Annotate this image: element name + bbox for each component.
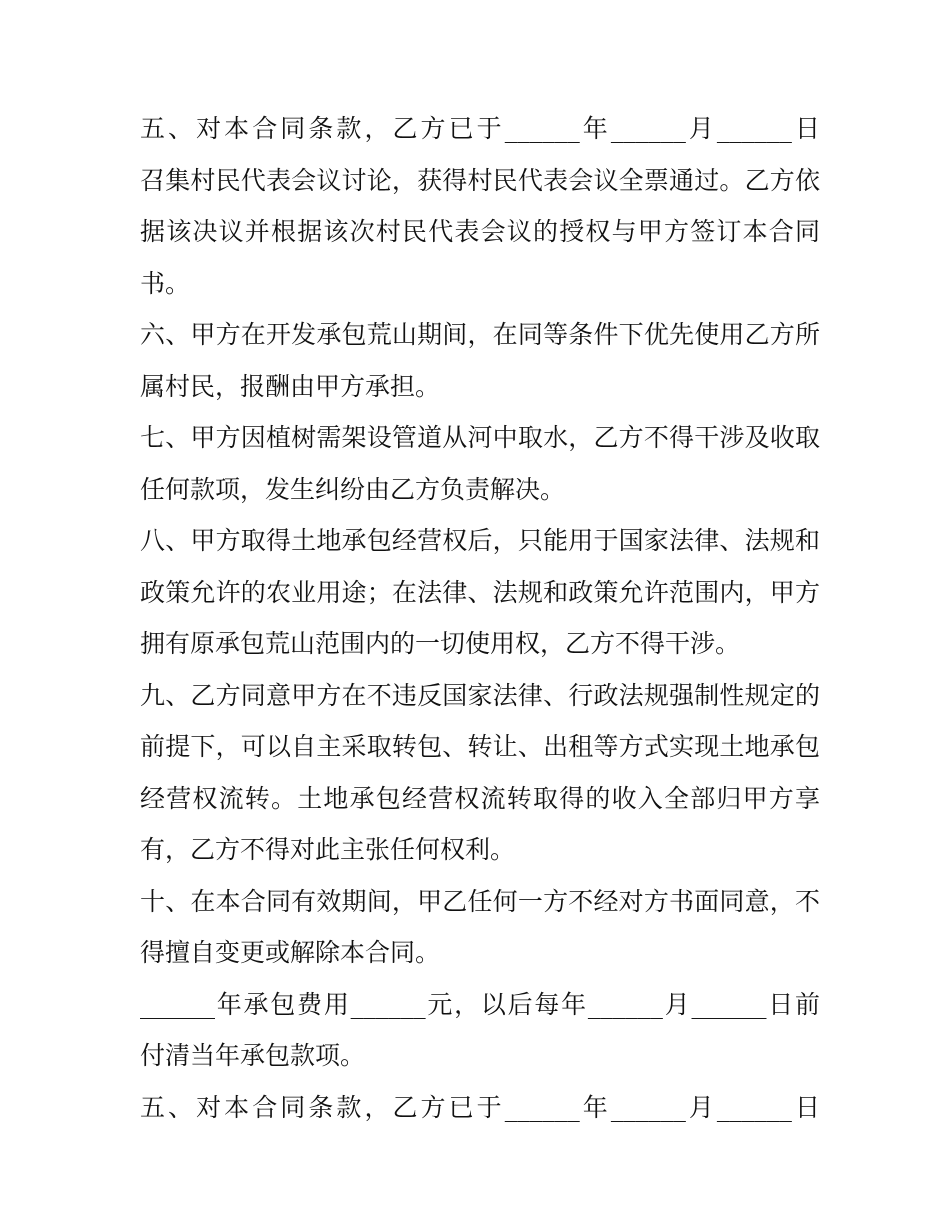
- text-line: 有，乙方不得对此主张任何权利。: [140, 835, 516, 864]
- text-line: 据该决议并根据该次村民代表会议的授权与甲方签订本合同: [140, 217, 820, 246]
- text-line: 拥有原承包荒山范围内的一切使用权，乙方不得干涉。: [140, 629, 741, 658]
- text-line-fee-clause: ______年承包费用______元，以后每年______月______日前: [140, 989, 820, 1019]
- text-line-clause-8-start: 八、甲方取得土地承包经营权后，只能用于国家法律、法规和: [140, 526, 820, 555]
- text-line-clause-9-start: 九、乙方同意甲方在不违反国家法律、行政法规强制性规定的: [140, 680, 820, 710]
- text-line: 书。: [140, 268, 191, 298]
- text-line: 得擅自变更或解除本合同。: [140, 938, 441, 967]
- text-line-clause-7-start: 七、甲方因植树需架设管道从河中取水，乙方不得干涉及收取: [140, 423, 820, 452]
- text-line: 前提下，可以自主采取转包、转让、出租等方式实现土地承包: [140, 732, 820, 761]
- text-line: 经营权流转。土地承包经营权流转取得的收入全部归甲方享: [140, 783, 820, 813]
- text-line: 任何款项，发生纠纷由乙方负责解决。: [140, 474, 566, 504]
- contract-body: [140, 103, 820, 1133]
- text-line-clause-6-start: 六、甲方在开发承包荒山期间，在同等条件下优先使用乙方所: [140, 320, 820, 349]
- text-line: 属村民，报酬由甲方承担。: [140, 371, 441, 401]
- text-line-clause-5-start: 五、对本合同条款，乙方已于______年______月______日: [140, 114, 820, 143]
- text-line: 付清当年承包款项。: [140, 1041, 366, 1070]
- text-line: 政策允许的农业用途；在法律、法规和政策允许范围内，甲方: [140, 577, 820, 607]
- text-line: 召集村民代表会议讨论，获得村民代表会议全票通过。乙方依: [140, 165, 820, 195]
- text-line-clause-5-repeat: 五、对本合同条款，乙方已于______年______月______日: [140, 1092, 820, 1122]
- text-line-clause-10-start: 十、在本合同有效期间，甲乙任何一方不经对方书面同意，不: [140, 886, 820, 916]
